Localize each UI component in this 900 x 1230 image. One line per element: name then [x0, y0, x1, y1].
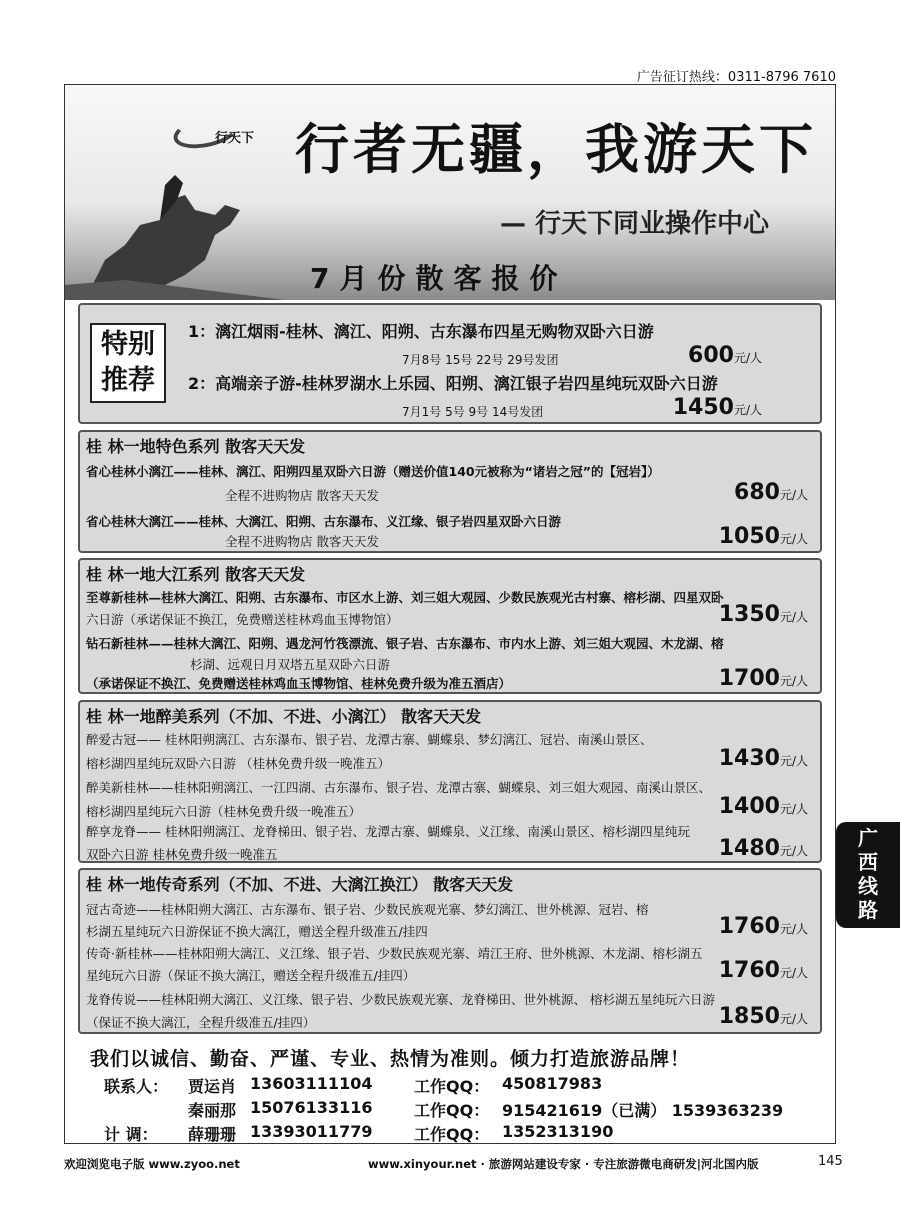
section-big-river-series: [78, 558, 822, 694]
tour-line: 至尊新桂林—桂林大漓江、阳朔、古东瀑布、市区水上游、刘三姐大观园、少数民族观光古村寨、榕杉湖、四星双卧: [86, 590, 724, 605]
tour-line: 醉美新桂林——桂林阳朔漓江、一江四湖、古东瀑布、银子岩、龙潭古寨、蝴蝶泉、刘三姐大观园、南溪山景区、: [86, 780, 712, 795]
tour-line: 钻石新桂林——桂林大漓江、阳朔、遇龙河竹筏漂流、银子岩、古东瀑布、市内水上游、刘三姐大观园、木龙湖、榕: [86, 636, 724, 651]
recommend-dates-2: 7月1号 5号 9号 14号发团: [402, 405, 544, 419]
tour-line: （保证不换大漓江，全程升级准五/挂四）: [86, 1015, 316, 1030]
tour-line: 榕杉湖四星纯玩双卧六日游 （桂林免费升级一晚准五）: [86, 756, 390, 771]
tour-note: （承诺保证不换江、免费赠送桂林鸡血玉博物馆、桂林免费升级为准五酒店）: [86, 676, 512, 691]
contact-name: 薛珊珊: [188, 1125, 237, 1144]
contact-qq: 915421619（已满） 1539363239: [502, 1101, 784, 1120]
section-title: 桂 林一地醉美系列（不加、不进、小漓江） 散客天天发: [86, 707, 482, 726]
tour-note: 全程不进购物店 散客天天发: [225, 488, 379, 503]
ad-hotline: 广告征订热线：0311-8796 7610: [636, 70, 836, 85]
section-special-series: [78, 430, 822, 553]
tour-line: 双卧六日游 桂林免费升级一晚准五: [86, 847, 278, 862]
recommend-price-1: 600元/人: [688, 343, 762, 368]
header-banner: [65, 85, 835, 300]
special-recommend-section: [78, 303, 822, 424]
tour-price: 680元/人: [734, 480, 808, 505]
tour-line: 星纯玩六日游（保证不换大漓江，赠送全程升级准五/挂四）: [86, 968, 416, 983]
section-legend-series: [78, 868, 822, 1034]
contact-qq-label: 工作QQ：: [414, 1101, 490, 1120]
tour-line: 省心桂林小漓江——桂林、漓江、阳朔四星双卧六日游（赠送价值140元被称为“诸岩之冠”的【冠岩】）: [86, 464, 660, 479]
special-recommend-label: 特别 推荐: [90, 323, 166, 403]
tour-price: 1850元/人: [718, 1004, 808, 1029]
section-title: 桂 林一地特色系列 散客天天发: [86, 437, 306, 456]
contact-qq: 450817983: [502, 1074, 603, 1093]
section-beauty-series: [78, 700, 822, 863]
contact-qq-label: 工作QQ：: [414, 1125, 490, 1144]
tour-price: 1700元/人: [718, 666, 808, 691]
tour-line: 龙脊传说——桂林阳朔大漓江、义江缘、银子岩、少数民族观光寨、龙脊梯田、世外桃源、 榕杉湖五星纯玩六日游: [86, 992, 715, 1007]
tour-note: 全程不进购物店 散客天天发: [225, 534, 379, 549]
tour-line: 省心桂林大漓江——桂林、大漓江、阳朔、古东瀑布、义江缘、银子岩四星双卧六日游: [86, 514, 562, 529]
tour-line: 醉爱古冠—— 桂林阳朔漓江、古东瀑布、银子岩、龙潭古寨、蝴蝶泉、梦幻漓江、冠岩、南溪山景区、: [86, 732, 653, 747]
section-title: 桂 林一地传奇系列（不加、不进、大漓江换江） 散客天天发: [86, 875, 514, 894]
recommend-item-1: 1：漓江烟雨-桂林、漓江、阳朔、古东瀑布四星无购物双卧六日游: [188, 322, 654, 341]
side-tab-guangxi-routes: 广 西 线 路: [836, 822, 900, 928]
contact-phone: 15076133116: [250, 1098, 373, 1117]
tour-line: 冠古奇迹——桂林阳朔大漓江、古东瀑布、银子岩、少数民族观光寨、梦幻漓江、世外桃源、冠岩、榕: [86, 902, 649, 917]
tour-line: 六日游（承诺保证不换江，免费赠送桂林鸡血玉博物馆）: [86, 612, 399, 627]
contact-role: 计 调：: [104, 1125, 158, 1144]
company-motto: 我们以诚信、勤奋、严谨、专业、热情为准则。倾力打造旅游品牌！: [90, 1048, 691, 1070]
tour-line: 醉享龙脊—— 桂林阳朔漓江、龙脊梯田、银子岩、龙潭古寨、蝴蝶泉、义江缘、南溪山景区、榕杉湖四星纯玩: [86, 824, 690, 839]
slogan: 行者无疆，我游天下: [295, 117, 817, 181]
tour-price: 1400元/人: [718, 794, 808, 819]
recommend-price-2: 1450元/人: [672, 395, 762, 420]
horse-rider-statue-icon: [65, 165, 285, 300]
footer-left: 欢迎浏览电子版 www.zyoo.net: [64, 1157, 240, 1171]
tour-price: 1760元/人: [718, 914, 808, 939]
footer-right: www.xinyour.net · 旅游网站建设专家 · 专注旅游微电商研发|河北国内版: [368, 1157, 759, 1171]
contact-qq-label: 工作QQ：: [414, 1077, 490, 1096]
tour-price: 1480元/人: [718, 836, 808, 861]
contact-phone: 13393011779: [250, 1122, 373, 1141]
contact-qq: 1352313190: [502, 1122, 614, 1141]
contact-name: 贾运肖: [188, 1077, 237, 1096]
tour-price: 1430元/人: [718, 746, 808, 771]
tour-line: 杉湖五星纯玩六日游保证不换大漓江，赠送全程升级准五/挂四: [86, 924, 428, 939]
page-number: 145: [818, 1154, 843, 1169]
tour-line: 榕杉湖四星纯玩六日游（桂林免费升级一晚准五）: [86, 804, 362, 819]
contact-role: 联系人：: [104, 1077, 169, 1096]
recommend-item-2: 2：高端亲子游-桂林罗湖水上乐园、阳朔、漓江银子岩四星纯玩双卧六日游: [188, 374, 718, 393]
recommend-dates-1: 7月8号 15号 22号 29号发团: [402, 353, 559, 367]
logo-text: 行天下: [215, 131, 255, 146]
sub-slogan: — 行天下同业操作中心: [500, 209, 770, 239]
tour-line: 杉湖、远观日月双塔五星双卧六日游: [190, 657, 391, 672]
tour-line: 传奇·新桂林——桂林阳朔大漓江、义江缘、银子岩、少数民族观光寨、靖江王府、世外桃源、木龙湖、榕杉湖五: [86, 946, 703, 961]
page-title: 7月份散客报价: [310, 262, 568, 295]
contact-name: 秦丽那: [188, 1101, 237, 1120]
section-title: 桂 林一地大江系列 散客天天发: [86, 565, 306, 584]
contact-phone: 13603111104: [250, 1074, 373, 1093]
tour-price: 1760元/人: [718, 958, 808, 983]
tour-price: 1050元/人: [718, 524, 808, 549]
tour-price: 1350元/人: [718, 602, 808, 627]
